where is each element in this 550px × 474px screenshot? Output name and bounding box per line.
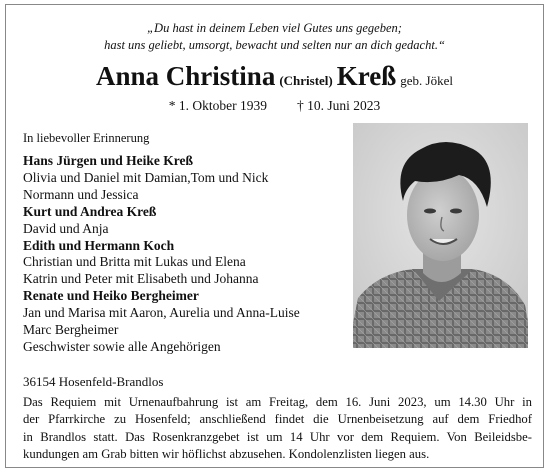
mourner-line: David und Anja [23, 220, 109, 236]
mourners-list [23, 153, 353, 356]
mourner-line: Hans Jürgen und Heike Kreß [23, 153, 194, 168]
portrait-photo [353, 123, 528, 348]
announcement-line: Das Requiem mit Urnenaufbahrung ist am Freitag, dem 16. Juni 2023, um 14.30 Uhr in [23, 395, 532, 409]
mourner-line: Olivia und Daniel mit Damian,Tom und Nick [23, 169, 269, 185]
announcement-line: der Pfarrkirche zu Hosenfeld; anschließend findet die Urnenbeisetzung auf dem Friedhof [23, 412, 532, 427]
surname: Kreß [336, 61, 397, 91]
announcement-line: kundungen am Grab bitten wir höflichst abzusehen. Kondolenzlisten liegen aus. [23, 446, 430, 461]
quote-line: „Du hast in deinem Leben viel Gutes uns gegeben; [147, 21, 402, 35]
first-names: Anna Christina [96, 61, 276, 91]
mourner-line: Renate und Heiko Bergheimer [23, 288, 199, 304]
mourner-line: Jan und Marisa mit Aaron, Aurelia und Anna-Luise [23, 305, 300, 321]
mourner-line: Katrin und Peter mit Elisabeth und Johanna [23, 271, 259, 287]
memorial-quote [6, 20, 543, 54]
mourner-line: Kurt und Andrea Kreß [23, 203, 157, 219]
announcement-line: in Brandlos statt. Das Rosenkranzgebet ist um 14 Uhr vor dem Requiem. Von Beileidsbe- [23, 429, 532, 444]
mourner-line: Edith und Hermann Koch [23, 237, 175, 253]
intro-text: In liebevoller Erinnerung [23, 131, 150, 145]
deceased-name [6, 60, 543, 97]
life-dates [6, 97, 543, 115]
call-name: (Christel) [279, 73, 333, 88]
mourner-line: Marc Bergheimer [23, 322, 119, 338]
mourner-line: Christian und Britta mit Lukas und Elena [23, 254, 246, 270]
birth-name: geb. Jökel [400, 73, 453, 88]
birth-date: * 1. Oktober 1939 [168, 98, 267, 113]
death-date: † 10. Juni 2023 [296, 98, 381, 113]
place-name: 36154 Hosenfeld-Brandlos [23, 374, 164, 389]
announcement-text [23, 394, 532, 463]
mourner-line: Geschwister sowie alle Angehörigen [23, 338, 221, 354]
quote-line: hast uns geliebt, umsorgt, bewacht und selten nur an dich gedacht.“ [104, 38, 445, 52]
obituary-notice [5, 4, 544, 468]
mourner-line: Normann und Jessica [23, 186, 139, 202]
